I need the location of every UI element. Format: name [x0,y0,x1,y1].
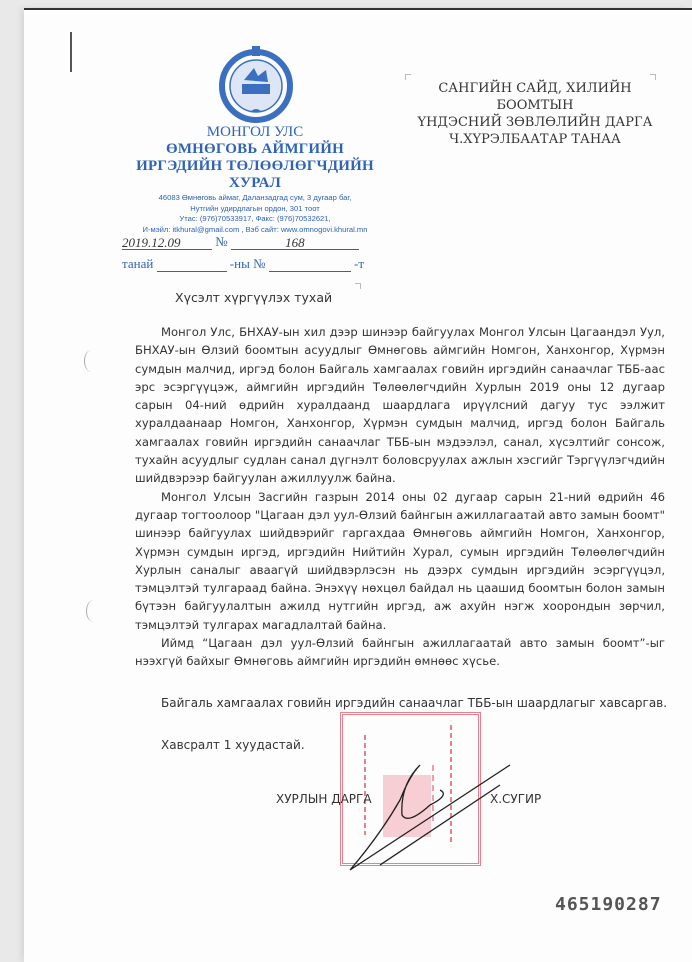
recipient-line2: ҮНДЭСНИЙ ЗӨВЛӨЛИЙН ДАРГА [417,115,653,130]
registration-number: 168 [285,235,305,250]
attachment-note: Байгаль хамгаалах говийн иргэдийн санаачлаг ТББ-ын шаардлагыг хавсаргав. [161,696,668,710]
paragraph: Монгол Улсын Засгийн газрын 2014 оны 02 дугаар сарын 21-ний өдрийн 46 дугаар тогтоолоор "Цагаан дэл уул-Өлзий байнгын ажиллагаатай авто замын боомт" шинээр байгуулах шийдвэрийг гаргахдаа Өмнөговь аймгийн Номгон, Ханхонгор, Хүрмэн сумдын иргэд, иргэдийн Нийтийн Хурал, сумын иргэдийн Төлөөлөгчдийн Хурлын саналыг аваагүй шийдвэрлэсэн нь дээрх сумдын иргэдийн эсэргүүцэл, тэмцэлтэй тулгараад байна. Энэхүү нөхцөл байдал нь цаашид боомтын болон замын бүтээн байгуулалтын ажилд нутгийн иргэд, аж ахуйн нэгж хоорондын зөрчил, тэмцэлтэй тулгарах магадлалтай байна. [135,489,665,632]
country-name: МОНГОЛ УЛС [206,124,304,140]
org-name-line3: ХУРАЛ [228,175,282,191]
letterhead [100,124,410,234]
number-label: № [215,234,228,249]
margin-mark [70,32,72,72]
email-web: И-мэйл: itkhural@gmail.com , Вэб сайт: www.omnogovi.khural.mn [142,224,368,234]
address-line1: 46083 Өмнөговь аймаг, Даланзадгад сум, 3 дугаар баг, [158,193,352,202]
your-number-label: -ны № [229,256,266,271]
recipient-line1: САНГИЙН САЙД, ХИЛИЙН БООМТЫН [438,81,632,113]
punch-hole-mark [86,600,101,622]
recipient-line3: Ч.ХҮРЭЛБААТАР ТАНАА [449,132,621,147]
paragraph: Монгол Улс, БНХАУ-ын хил дээр шинээр байгуулах Монгол Улсын Цагаандэл Уул, БНХАУ-ын Өлзий боомтын асуудлыг Өмнөговь аймгийн Номгон, Ханхонгор, Хүрмэн сумдын малчид, иргэд болон Байгаль хамгаалах говийн иргэдийн санаачлаг ТББ-аас эрс эсэргүүцэж, аймгийн иргэдийн Төлөөлөгчдийн Хурлын 2019 оны 12 дугаар сарын 04-ний өдрийн хуралдаанд шаардлага ирүүлсний дагуу тус ээлжит хуралдаанаар Номгон, Ханхонгор, Хүрмэн сумдын малчид, иргэд болон Байгаль хамгаалах говийн иргэдийн санаачлаг ТББ-ын мэдээлэл, санал, хүсэлтийг сонсож, тухайн асуудлыг судлан санал дүгнэлт боловсруулах ажлын хэсгийг Тэргүүлэгчдийн шийдвэрээр байгуулан ажиллуулж байна. [135,325,665,486]
org-name-line1: ӨМНӨГОВЬ АЙМГИЙН [165,141,345,157]
subject-line: Хүсэлт хүргүүлэх тухай [175,290,333,305]
corner-mark [355,283,361,289]
reference-line [122,256,364,272]
recipient-block [405,80,665,148]
state-emblem-icon [214,40,298,124]
document-number: 465190287 [555,894,662,915]
address-line2: Нутгийн удирдлагын ордон, 301 тоот [190,203,320,213]
suffix-label: -т [353,256,364,271]
registration-line [122,234,359,250]
paragraph: Иймд “Цагаан дэл уул-Өлзий байнгын ажиллагаатай авто замын боомт”-ыг нээхгүй байхыг Өмнөговь аймгийн иргэдийн өмнөөс хүсье. [135,636,665,669]
registration-date: 2019.12.09 [122,235,181,250]
phone-fax: Утас: (976)70533917, Факс: (976)70532621, [179,214,331,223]
attachment-pages: Хавсралт 1 хуудастай. [161,738,305,752]
letter-body [135,323,665,671]
signatory-title: ХУРЛЫН ДАРГА [276,792,372,806]
your-label: танай [122,256,154,271]
signatory-name: Х.СУГИР [490,792,542,806]
punch-hole-mark [84,350,99,372]
org-name-line2: ИРГЭДИЙН ТӨЛӨӨЛӨГЧДИЙН [136,158,374,174]
handwritten-signature [340,745,520,875]
